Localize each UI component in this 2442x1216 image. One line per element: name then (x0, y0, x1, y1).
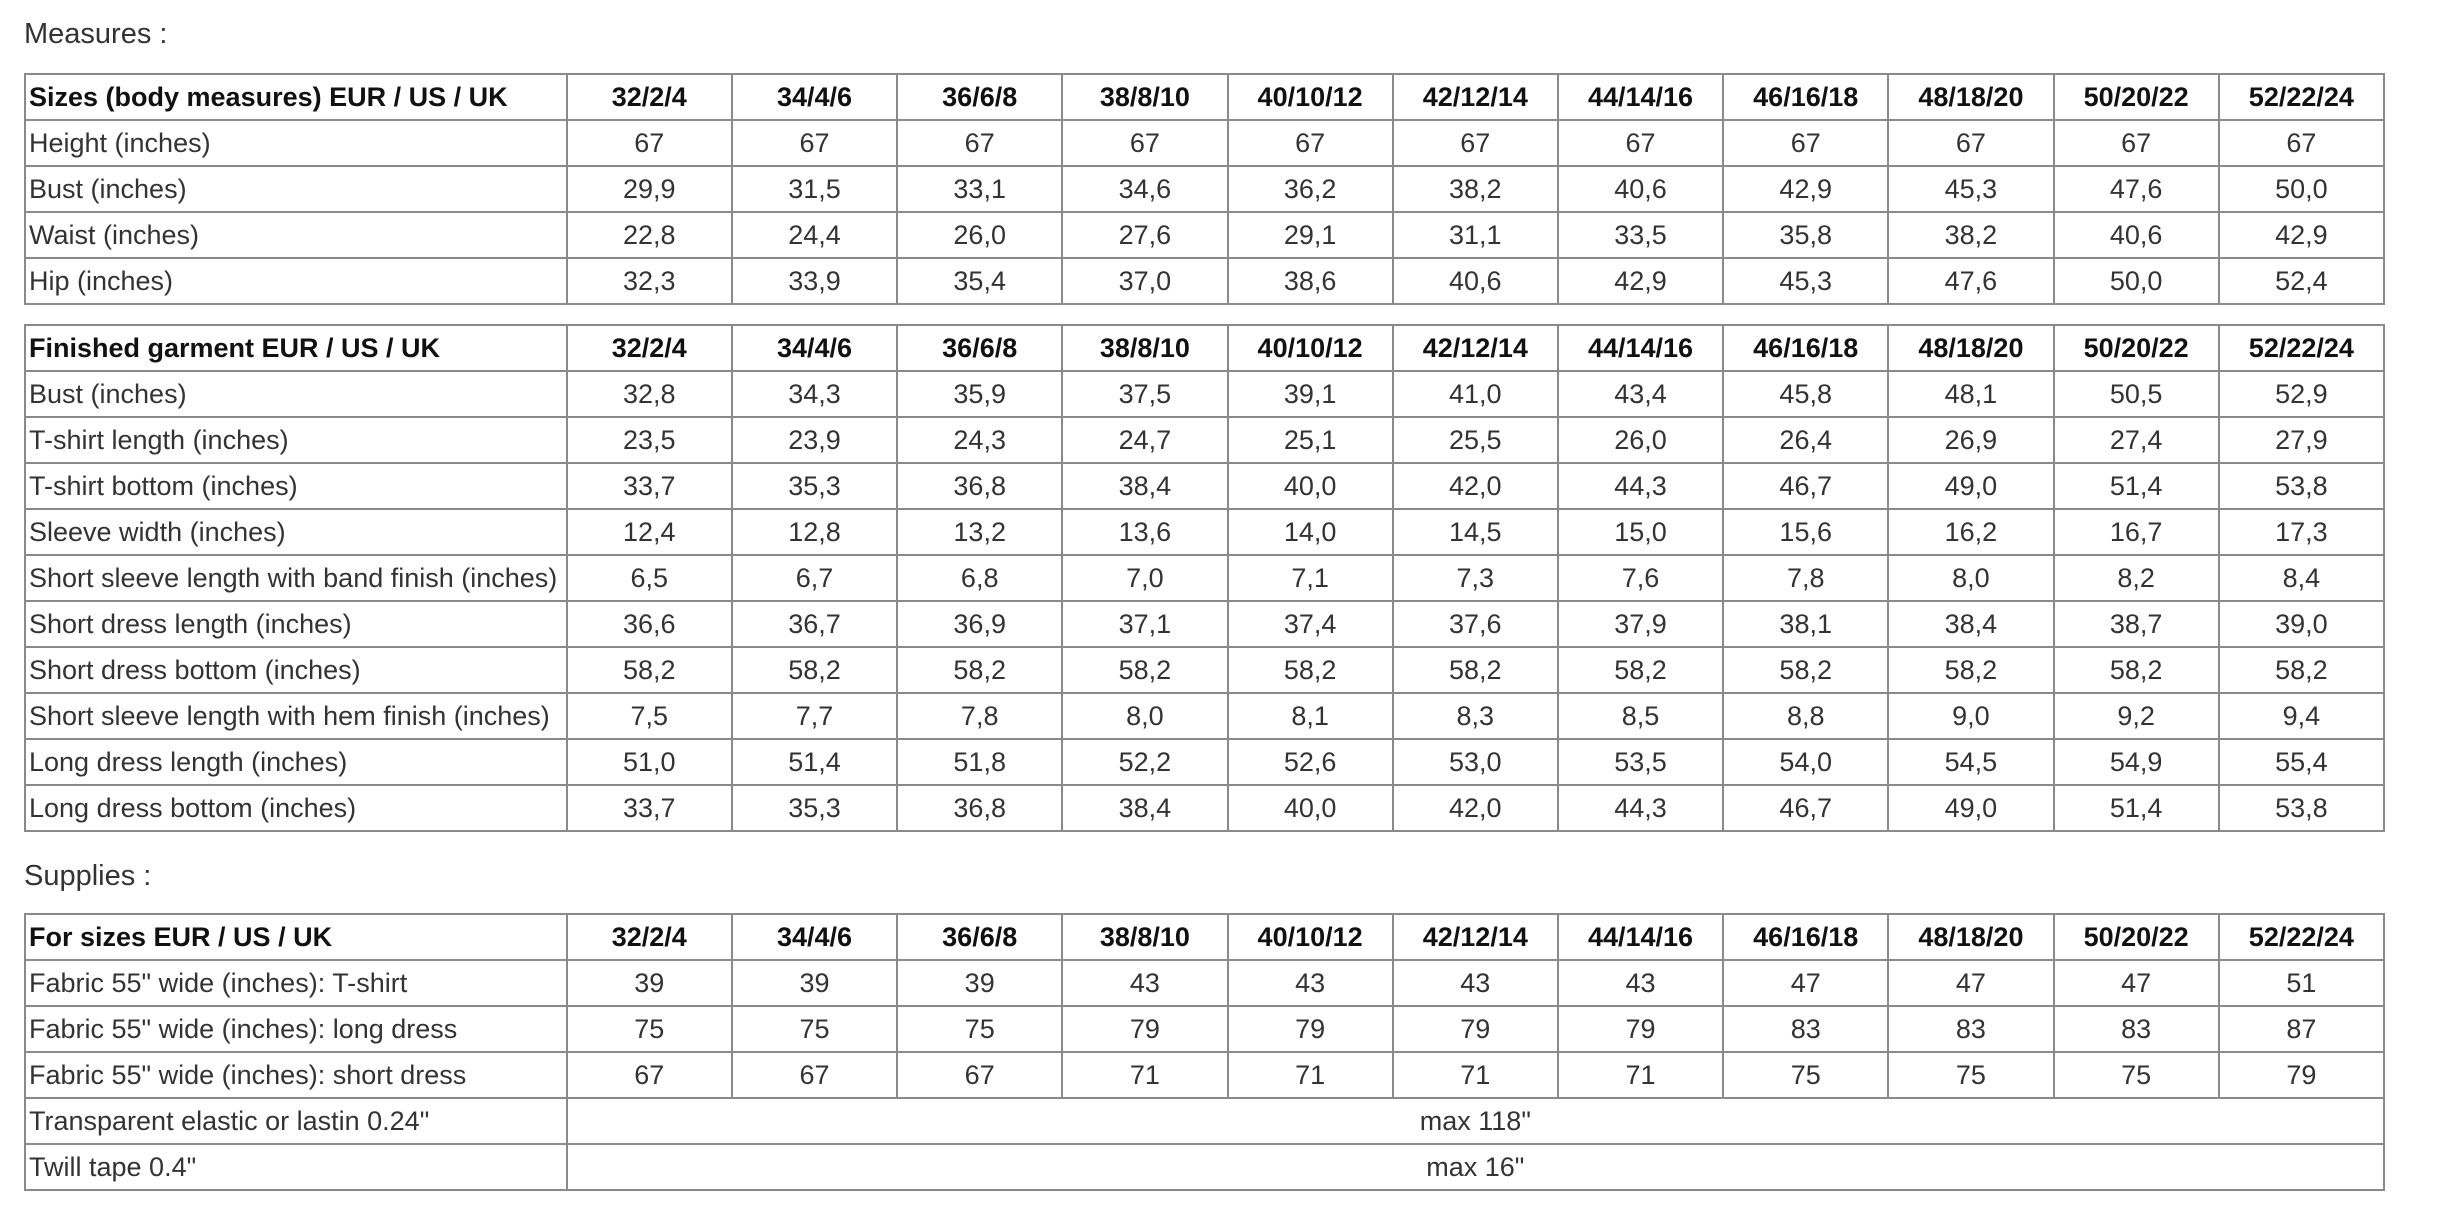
table-cell: 53,5 (1558, 739, 1723, 785)
table-cell: 67 (897, 120, 1062, 166)
row-label: Long dress length (inches) (25, 739, 567, 785)
table-header-row (25, 914, 2384, 960)
table-cell: 25,5 (1393, 417, 1558, 463)
size-column-header: 36/6/8 (897, 74, 1062, 120)
size-column-header: 50/20/22 (2054, 325, 2219, 371)
table-cell: 53,8 (2219, 463, 2384, 509)
size-column-header: 42/12/14 (1393, 914, 1558, 960)
table-row (25, 601, 2384, 647)
table-cell: 75 (897, 1006, 1062, 1052)
size-column-header: 32/2/4 (567, 325, 732, 371)
table-cell: 26,0 (1558, 417, 1723, 463)
row-label: T-shirt length (inches) (25, 417, 567, 463)
body-measures-table-body (25, 74, 2384, 304)
table-cell: 38,7 (2054, 601, 2219, 647)
size-column-header: 46/16/18 (1723, 914, 1888, 960)
table-cell: 39,0 (2219, 601, 2384, 647)
table-cell: 26,0 (897, 212, 1062, 258)
table-cell: 79 (2219, 1052, 2384, 1098)
row-label: Long dress bottom (inches) (25, 785, 567, 831)
table-row (25, 417, 2384, 463)
table-cell: 75 (1888, 1052, 2053, 1098)
size-column-header: 34/4/6 (732, 74, 897, 120)
table-row (25, 1098, 2384, 1144)
size-column-header: 40/10/12 (1228, 325, 1393, 371)
table-cell: 36,8 (897, 785, 1062, 831)
table-row (25, 647, 2384, 693)
table-cell: 40,6 (1558, 166, 1723, 212)
table-cell: 38,1 (1723, 601, 1888, 647)
table-cell: 46,7 (1723, 463, 1888, 509)
table-cell: 37,5 (1062, 371, 1227, 417)
size-column-header: 32/2/4 (567, 914, 732, 960)
table-cell: 32,8 (567, 371, 732, 417)
table-cell: 79 (1558, 1006, 1723, 1052)
table-row (25, 785, 2384, 831)
table-cell: 58,2 (2054, 647, 2219, 693)
table-cell: 67 (567, 120, 732, 166)
table-cell: 27,9 (2219, 417, 2384, 463)
table-header-label: Sizes (body measures) EUR / US / UK (25, 74, 567, 120)
table-cell: 12,4 (567, 509, 732, 555)
spanning-cell: max 118" (567, 1098, 2384, 1144)
table-cell: 15,0 (1558, 509, 1723, 555)
table-cell: 44,3 (1558, 785, 1723, 831)
table-cell: 36,2 (1228, 166, 1393, 212)
table-cell: 50,0 (2219, 166, 2384, 212)
table-cell: 37,1 (1062, 601, 1227, 647)
table-cell: 27,4 (2054, 417, 2219, 463)
table-cell: 67 (2054, 120, 2219, 166)
table-cell: 8,0 (1888, 555, 2053, 601)
table-cell: 35,3 (732, 785, 897, 831)
table-cell: 50,5 (2054, 371, 2219, 417)
table-cell: 8,4 (2219, 555, 2384, 601)
table-cell: 14,5 (1393, 509, 1558, 555)
table-cell: 36,8 (897, 463, 1062, 509)
table-row (25, 1006, 2384, 1052)
table-cell: 33,1 (897, 166, 1062, 212)
table-cell: 22,8 (567, 212, 732, 258)
table-header-row (25, 325, 2384, 371)
finished-garment-table (24, 324, 2385, 832)
table-cell: 43 (1558, 960, 1723, 1006)
size-column-header: 34/4/6 (732, 914, 897, 960)
size-column-header: 44/14/16 (1558, 914, 1723, 960)
size-column-header: 50/20/22 (2054, 74, 2219, 120)
size-column-header: 38/8/10 (1062, 325, 1227, 371)
table-cell: 54,9 (2054, 739, 2219, 785)
table-cell: 7,5 (567, 693, 732, 739)
size-column-header: 44/14/16 (1558, 325, 1723, 371)
table-row (25, 371, 2384, 417)
table-cell: 83 (1888, 1006, 2053, 1052)
size-column-header: 40/10/12 (1228, 74, 1393, 120)
finished-garment-table-body (25, 325, 2384, 831)
table-cell: 45,3 (1888, 166, 2053, 212)
table-cell: 75 (567, 1006, 732, 1052)
size-column-header: 52/22/24 (2219, 325, 2384, 371)
size-column-header: 42/12/14 (1393, 325, 1558, 371)
table-cell: 7,0 (1062, 555, 1227, 601)
row-label: Short dress bottom (inches) (25, 647, 567, 693)
table-header-label: For sizes EUR / US / UK (25, 914, 567, 960)
table-cell: 67 (2219, 120, 2384, 166)
table-cell: 48,1 (1888, 371, 2053, 417)
table-cell: 83 (1723, 1006, 1888, 1052)
table-cell: 40,6 (2054, 212, 2219, 258)
table-cell: 58,2 (1558, 647, 1723, 693)
table-cell: 26,9 (1888, 417, 2053, 463)
row-label: Twill tape 0.4" (25, 1144, 567, 1190)
table-cell: 27,6 (1062, 212, 1227, 258)
table-cell: 67 (1228, 120, 1393, 166)
table-cell: 26,4 (1723, 417, 1888, 463)
size-column-header: 48/18/20 (1888, 325, 2053, 371)
table-row (25, 555, 2384, 601)
table-cell: 38,6 (1228, 258, 1393, 304)
table-cell: 37,4 (1228, 601, 1393, 647)
table-cell: 52,4 (2219, 258, 2384, 304)
table-cell: 54,0 (1723, 739, 1888, 785)
table-cell: 39 (732, 960, 897, 1006)
table-cell: 14,0 (1228, 509, 1393, 555)
table-cell: 31,1 (1393, 212, 1558, 258)
row-label: Short dress length (inches) (25, 601, 567, 647)
table-cell: 51,4 (2054, 463, 2219, 509)
table-cell: 67 (1888, 120, 2053, 166)
table-cell: 8,1 (1228, 693, 1393, 739)
size-column-header: 32/2/4 (567, 74, 732, 120)
table-cell: 13,2 (897, 509, 1062, 555)
table-cell: 38,2 (1393, 166, 1558, 212)
row-label: Hip (inches) (25, 258, 567, 304)
size-column-header: 34/4/6 (732, 325, 897, 371)
row-label: Sleeve width (inches) (25, 509, 567, 555)
table-cell: 29,1 (1228, 212, 1393, 258)
table-cell: 36,7 (732, 601, 897, 647)
table-cell: 58,2 (1393, 647, 1558, 693)
table-cell: 49,0 (1888, 463, 2053, 509)
size-column-header: 40/10/12 (1228, 914, 1393, 960)
table-cell: 47 (1888, 960, 2053, 1006)
table-row (25, 463, 2384, 509)
table-cell: 71 (1062, 1052, 1227, 1098)
table-cell: 79 (1393, 1006, 1558, 1052)
table-cell: 58,2 (732, 647, 897, 693)
table-cell: 32,3 (567, 258, 732, 304)
table-cell: 29,9 (567, 166, 732, 212)
table-cell: 37,0 (1062, 258, 1227, 304)
table-cell: 40,0 (1228, 463, 1393, 509)
size-column-header: 44/14/16 (1558, 74, 1723, 120)
table-cell: 51,4 (732, 739, 897, 785)
table-cell: 47 (1723, 960, 1888, 1006)
table-cell: 58,2 (1723, 647, 1888, 693)
table-cell: 43 (1228, 960, 1393, 1006)
table-cell: 75 (1723, 1052, 1888, 1098)
table-cell: 46,7 (1723, 785, 1888, 831)
table-cell: 67 (897, 1052, 1062, 1098)
table-cell: 33,7 (567, 463, 732, 509)
table-cell: 38,2 (1888, 212, 2053, 258)
row-label: Bust (inches) (25, 371, 567, 417)
size-column-header: 36/6/8 (897, 325, 1062, 371)
table-row (25, 739, 2384, 785)
table-cell: 79 (1062, 1006, 1227, 1052)
table-cell: 71 (1228, 1052, 1393, 1098)
size-column-header: 46/16/18 (1723, 325, 1888, 371)
table-cell: 7,8 (1723, 555, 1888, 601)
table-cell: 16,7 (2054, 509, 2219, 555)
table-header-label: Finished garment EUR / US / UK (25, 325, 567, 371)
table-cell: 52,6 (1228, 739, 1393, 785)
size-column-header: 48/18/20 (1888, 914, 2053, 960)
table-cell: 8,5 (1558, 693, 1723, 739)
table-cell: 52,2 (1062, 739, 1227, 785)
row-label: Fabric 55" wide (inches): long dress (25, 1006, 567, 1052)
table-cell: 24,4 (732, 212, 897, 258)
table-cell: 33,7 (567, 785, 732, 831)
row-label: Transparent elastic or lastin 0.24" (25, 1098, 567, 1144)
table-cell: 67 (1558, 120, 1723, 166)
table-cell: 7,8 (897, 693, 1062, 739)
table-cell: 35,9 (897, 371, 1062, 417)
table-cell: 8,3 (1393, 693, 1558, 739)
table-cell: 7,7 (732, 693, 897, 739)
table-cell: 51,8 (897, 739, 1062, 785)
table-cell: 39,1 (1228, 371, 1393, 417)
table-row (25, 120, 2384, 166)
table-cell: 67 (567, 1052, 732, 1098)
supplies-table-body (25, 914, 2384, 1190)
measures-section-label: Measures : (24, 18, 168, 50)
row-label: Short sleeve length with hem finish (inches) (25, 693, 567, 739)
table-cell: 38,4 (1062, 785, 1227, 831)
table-cell: 36,9 (897, 601, 1062, 647)
table-cell: 42,9 (1558, 258, 1723, 304)
table-cell: 75 (2054, 1052, 2219, 1098)
table-cell: 38,4 (1888, 601, 2053, 647)
table-cell: 33,9 (732, 258, 897, 304)
table-row (25, 258, 2384, 304)
table-cell: 42,0 (1393, 785, 1558, 831)
table-cell: 6,8 (897, 555, 1062, 601)
table-row (25, 693, 2384, 739)
table-cell: 67 (732, 1052, 897, 1098)
table-cell: 58,2 (1228, 647, 1393, 693)
size-column-header: 42/12/14 (1393, 74, 1558, 120)
table-cell: 51 (2219, 960, 2384, 1006)
table-cell: 87 (2219, 1006, 2384, 1052)
table-cell: 58,2 (567, 647, 732, 693)
table-cell: 23,5 (567, 417, 732, 463)
table-cell: 9,2 (2054, 693, 2219, 739)
table-cell: 8,0 (1062, 693, 1227, 739)
table-row (25, 166, 2384, 212)
table-cell: 40,0 (1228, 785, 1393, 831)
table-cell: 6,7 (732, 555, 897, 601)
table-cell: 67 (1723, 120, 1888, 166)
table-row (25, 509, 2384, 555)
table-cell: 34,6 (1062, 166, 1227, 212)
table-cell: 25,1 (1228, 417, 1393, 463)
table-cell: 42,9 (1723, 166, 1888, 212)
table-cell: 54,5 (1888, 739, 2053, 785)
table-cell: 75 (732, 1006, 897, 1052)
size-column-header: 36/6/8 (897, 914, 1062, 960)
row-label: Waist (inches) (25, 212, 567, 258)
table-cell: 6,5 (567, 555, 732, 601)
table-cell: 38,4 (1062, 463, 1227, 509)
table-cell: 53,0 (1393, 739, 1558, 785)
table-cell: 49,0 (1888, 785, 2053, 831)
table-cell: 16,2 (1888, 509, 2053, 555)
size-column-header: 50/20/22 (2054, 914, 2219, 960)
table-cell: 67 (1062, 120, 1227, 166)
table-row (25, 1052, 2384, 1098)
table-cell: 8,2 (2054, 555, 2219, 601)
table-cell: 41,0 (1393, 371, 1558, 417)
body-measures-table (24, 73, 2385, 305)
row-label: Fabric 55" wide (inches): short dress (25, 1052, 567, 1098)
table-cell: 24,7 (1062, 417, 1227, 463)
supplies-table (24, 913, 2385, 1191)
table-cell: 55,4 (2219, 739, 2384, 785)
table-cell: 15,6 (1723, 509, 1888, 555)
table-cell: 23,9 (732, 417, 897, 463)
table-cell: 7,1 (1228, 555, 1393, 601)
table-cell: 43 (1062, 960, 1227, 1006)
table-cell: 58,2 (897, 647, 1062, 693)
table-cell: 35,8 (1723, 212, 1888, 258)
table-cell: 7,3 (1393, 555, 1558, 601)
table-cell: 43 (1393, 960, 1558, 1006)
row-label: Short sleeve length with band finish (inches) (25, 555, 567, 601)
table-cell: 24,3 (897, 417, 1062, 463)
table-cell: 42,9 (2219, 212, 2384, 258)
size-column-header: 48/18/20 (1888, 74, 2053, 120)
row-label: Bust (inches) (25, 166, 567, 212)
table-cell: 51,4 (2054, 785, 2219, 831)
table-cell: 45,3 (1723, 258, 1888, 304)
table-cell: 53,8 (2219, 785, 2384, 831)
table-cell: 67 (1393, 120, 1558, 166)
table-row (25, 1144, 2384, 1190)
table-cell: 35,3 (732, 463, 897, 509)
size-column-header: 52/22/24 (2219, 74, 2384, 120)
table-cell: 58,2 (1062, 647, 1227, 693)
table-row (25, 960, 2384, 1006)
table-cell: 9,0 (1888, 693, 2053, 739)
table-cell: 40,6 (1393, 258, 1558, 304)
row-label: T-shirt bottom (inches) (25, 463, 567, 509)
table-cell: 9,4 (2219, 693, 2384, 739)
table-cell: 58,2 (2219, 647, 2384, 693)
table-row (25, 212, 2384, 258)
table-cell: 35,4 (897, 258, 1062, 304)
table-cell: 17,3 (2219, 509, 2384, 555)
table-cell: 52,9 (2219, 371, 2384, 417)
table-cell: 47,6 (2054, 166, 2219, 212)
table-cell: 7,6 (1558, 555, 1723, 601)
table-cell: 50,0 (2054, 258, 2219, 304)
size-column-header: 52/22/24 (2219, 914, 2384, 960)
table-cell: 13,6 (1062, 509, 1227, 555)
table-cell: 34,3 (732, 371, 897, 417)
size-column-header: 46/16/18 (1723, 74, 1888, 120)
table-cell: 42,0 (1393, 463, 1558, 509)
table-cell: 8,8 (1723, 693, 1888, 739)
table-cell: 12,8 (732, 509, 897, 555)
supplies-section-label: Supplies : (24, 860, 152, 892)
row-label: Fabric 55" wide (inches): T-shirt (25, 960, 567, 1006)
table-cell: 71 (1393, 1052, 1558, 1098)
table-cell: 83 (2054, 1006, 2219, 1052)
table-cell: 79 (1228, 1006, 1393, 1052)
table-cell: 51,0 (567, 739, 732, 785)
table-cell: 37,9 (1558, 601, 1723, 647)
table-cell: 71 (1558, 1052, 1723, 1098)
spanning-cell: max 16" (567, 1144, 2384, 1190)
table-cell: 67 (732, 120, 897, 166)
table-header-row (25, 74, 2384, 120)
size-column-header: 38/8/10 (1062, 74, 1227, 120)
table-cell: 36,6 (567, 601, 732, 647)
row-label: Height (inches) (25, 120, 567, 166)
table-cell: 37,6 (1393, 601, 1558, 647)
table-cell: 39 (897, 960, 1062, 1006)
table-cell: 47 (2054, 960, 2219, 1006)
table-cell: 43,4 (1558, 371, 1723, 417)
table-cell: 45,8 (1723, 371, 1888, 417)
table-cell: 47,6 (1888, 258, 2053, 304)
table-cell: 58,2 (1888, 647, 2053, 693)
table-cell: 31,5 (732, 166, 897, 212)
table-cell: 44,3 (1558, 463, 1723, 509)
table-cell: 39 (567, 960, 732, 1006)
size-column-header: 38/8/10 (1062, 914, 1227, 960)
table-cell: 33,5 (1558, 212, 1723, 258)
